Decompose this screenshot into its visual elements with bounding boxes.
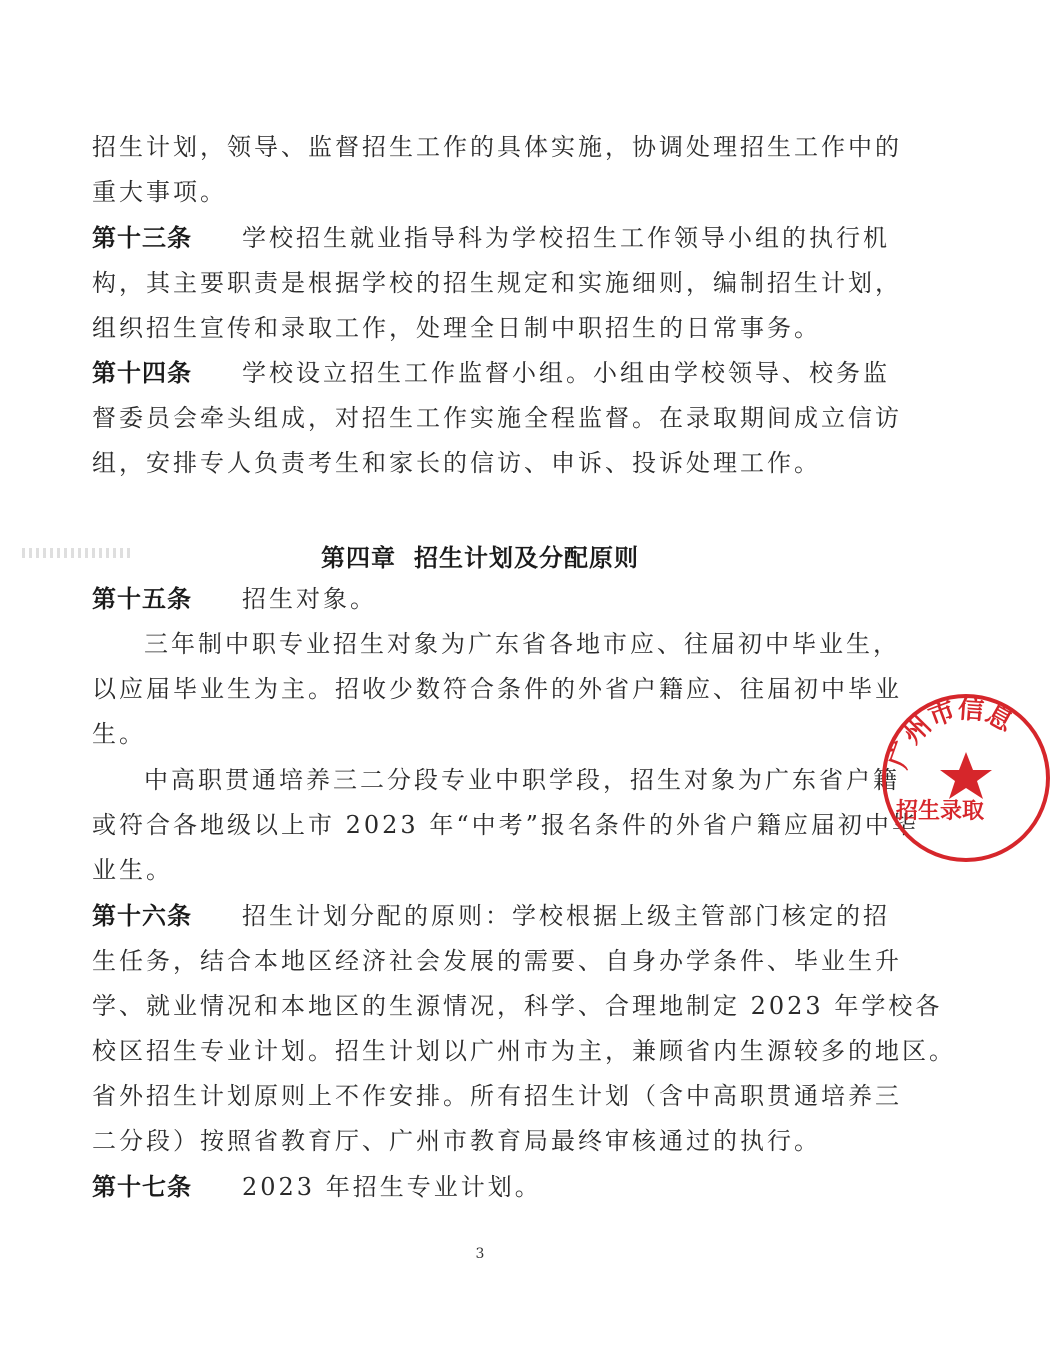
text-line: 构，其主要职责是根据学校的招生规定和实施细则，编制招生计划，: [92, 269, 902, 297]
article-13-label: 第十三条: [92, 224, 192, 252]
text-line: 省外招生计划原则上不作安排。所有招生计划（含中高职贯通培养三: [92, 1082, 902, 1110]
article-15: [92, 584, 377, 614]
seal-bottom-text: 招生录取: [896, 799, 985, 824]
seal-top-text: 广州市信息: [883, 694, 1018, 773]
page-number: 3: [475, 1246, 485, 1262]
text-line: 以应届毕业生为主。招收少数符合条件的外省户籍应、往届初中毕业: [92, 675, 902, 703]
article-17-text: 2023 年招生专业计划。: [242, 1173, 542, 1201]
text-line: 校区招生专业计划。招生计划以广州市为主，兼顾省内生源较多的地区。: [92, 1037, 956, 1065]
article-13: [92, 223, 890, 253]
article-14: [92, 358, 890, 388]
text-line: 学、就业情况和本地区的生源情况，科学、合理地制定 2023 年学校各: [92, 992, 943, 1020]
text-line: 督委员会牵头组成，对招生工作实施全程监督。在录取期间成立信访: [92, 404, 902, 432]
text-line: 组织招生宣传和录取工作，处理全日制中职招生的日常事务。: [92, 314, 821, 342]
text-line: 招生计划，领导、监督招生工作的具体实施，协调处理招生工作中的: [92, 133, 902, 161]
text-line: 二分段）按照省教育厅、广州市教育局最终审核通过的执行。: [92, 1127, 821, 1155]
official-seal: [878, 690, 1054, 866]
chapter-heading: [0, 538, 960, 573]
article-13-line: 学校招生就业指导科为学校招生工作领导小组的执行机: [242, 224, 890, 252]
article-16-line: 招生计划分配的原则：学校根据上级主管部门核定的招: [242, 902, 890, 930]
text-line: 业生。: [92, 856, 173, 884]
text-line: 组，安排专人负责考生和家长的信访、申诉、投诉处理工作。: [92, 449, 821, 477]
article-16: [92, 901, 890, 931]
article-14-label: 第十四条: [92, 359, 192, 387]
article-15-label: 第十五条: [92, 585, 192, 613]
text-line: 中高职贯通培养三二分段专业中职学段，招生对象为广东省户籍: [144, 766, 900, 794]
article-16-label: 第十六条: [92, 902, 192, 930]
seal-star-icon: [940, 752, 992, 799]
chapter-title: 招生计划及分配原则: [414, 544, 639, 572]
text-line: 重大事项。: [92, 178, 227, 206]
text-line: 三年制中职专业招生对象为广东省各地市应、往届初中毕业生，: [144, 630, 900, 658]
article-17: [92, 1172, 542, 1202]
text-line: 生任务，结合本地区经济社会发展的需要、自身办学条件、毕业生升: [92, 947, 902, 975]
article-17-label: 第十七条: [92, 1173, 192, 1201]
chapter-number: 第四章: [321, 544, 396, 572]
text-line: 或符合各地级以上市 2023 年“中考”报名条件的外省户籍应届初中毕: [92, 811, 919, 839]
article-15-text: 招生对象。: [242, 585, 377, 613]
article-14-line: 学校设立招生工作监督小组。小组由学校领导、校务监: [242, 359, 890, 387]
text-line: 生。: [92, 720, 146, 748]
